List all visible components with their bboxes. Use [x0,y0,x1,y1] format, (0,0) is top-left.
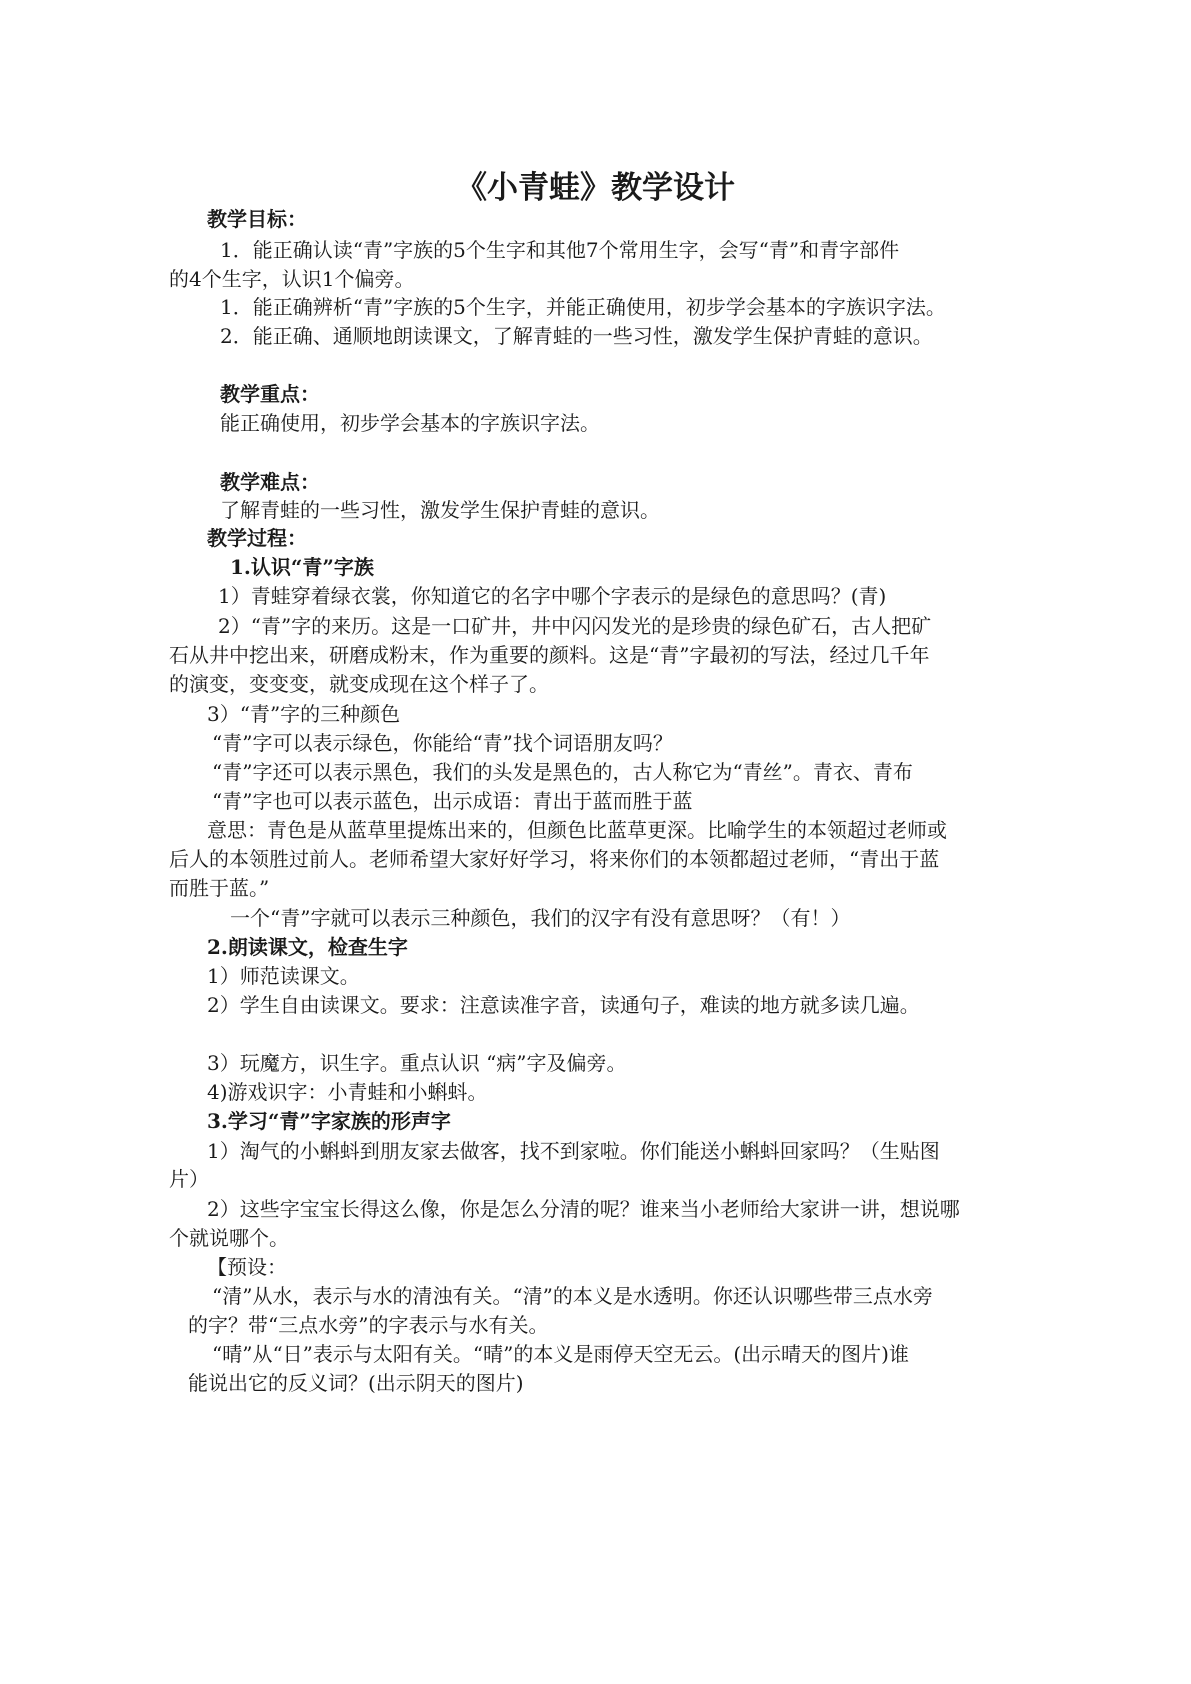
section-1-para-1: 1）青蛙穿着绿衣裳，你知道它的名字中哪个字表示的是绿色的意思吗？(青) [218,584,887,608]
key-point-heading: 教学重点： [220,382,320,406]
section-1-para-2-line-2: 石从井中挖出来，研磨成粉末，作为重要的颜料。这是“青”字最初的写法，经过几千年 [169,643,930,667]
section-1-heading: 1.认识“青”字族 [230,555,374,579]
meaning-line-2: 后人的本领胜过前人。老师希望大家好好学习，将来你们的本领都超过老师，“青出于蓝 [169,847,940,871]
section-3-para-1-line-2: 片） [169,1167,209,1191]
key-point-text: 能正确使用，初步学会基本的字族识字法。 [220,411,600,435]
goals-heading: 教学目标： [207,207,307,231]
section-3-para-2-line-1: 2）这些字宝宝长得这么像，你是怎么分清的呢？谁来当小老师给大家讲一讲，想说哪 [207,1197,960,1221]
section-1-para-3: 3）“青”字的三种颜色 [207,702,401,726]
process-heading: 教学过程： [207,526,307,550]
meaning-line-1: 意思：青色是从蓝草里提炼出来的，但颜色比蓝草更深。比喻学生的本领超过老师或 [207,818,947,842]
difficulty-heading: 教学难点： [220,470,320,494]
section-3-heading: 3.学习“青”字家族的形声字 [207,1109,451,1133]
section-1-closing: 一个“青”字就可以表示三种颜色，我们的汉字有没有意思呀？（有！） [230,906,851,930]
sunny-line-2: 能说出它的反义词？(出示阴天的图片) [188,1371,524,1395]
section-1-para-2-line-3: 的演变，变变变，就变成现在这个样子了。 [169,672,549,696]
section-2-heading: 2.朗读课文，检查生字 [207,935,408,959]
section-2-para-2: 2）学生自由读课文。要求：注意读准字音，读通句子，难读的地方就多读几遍。 [207,993,920,1017]
goal-1-line-2: 的4个生字，认识1个偏旁。 [169,267,415,291]
section-2-para-1: 1）师范读课文。 [207,964,360,988]
goal-2: 1．能正确辨析“青”字族的5个生字，并能正确使用，初步学会基本的字族识字法。 [220,295,946,319]
section-2-para-3: 3）玩魔方，识生字。重点认识 “病”字及偏旁。 [207,1051,627,1075]
section-3-para-1-line-1: 1）淘气的小蝌蚪到朋友家去做客，找不到家啦。你们能送小蝌蚪回家吗？（生贴图 [207,1139,940,1163]
difficulty-text: 了解青蛙的一些习性，激发学生保护青蛙的意识。 [220,498,660,522]
meaning-line-3: 而胜于蓝。” [169,876,270,900]
color-black: “青”字还可以表示黑色，我们的头发是黑色的，古人称它为“青丝”。青衣、青布 [212,760,913,784]
goal-1-line-1: 1．能正确认读“青”字族的5个生字和其他7个常用生字，会写“青”和青字部件 [220,238,900,262]
qing-line-2: 的字？带“三点水旁”的字表示与水有关。 [188,1313,549,1337]
color-blue: “青”字也可以表示蓝色，出示成语：青出于蓝而胜于蓝 [212,789,693,813]
goal-3: 2．能正确、通顺地朗读课文，了解青蛙的一些习性，激发学生保护青蛙的意识。 [220,324,933,348]
qing-line-1: “清”从水，表示与水的清浊有关。“清”的本义是水透明。你还认识哪些带三点水旁 [212,1284,933,1308]
preset-label: 【预设： [207,1255,287,1279]
section-3-para-2-line-2: 个就说哪个。 [169,1226,289,1250]
color-green: “青”字可以表示绿色，你能给“青”找个词语朋友吗？ [212,731,673,755]
section-1-para-2-line-1: 2）“青”字的来历。这是一口矿井，井中闪闪发光的是珍贵的绿色矿石，古人把矿 [218,614,932,638]
section-2-para-4: 4)游戏识字：小青蛙和小蝌蚪。 [207,1080,488,1104]
sunny-line-1: “晴”从“日”表示与太阳有关。“晴”的本义是雨停天空无云。(出示晴天的图片)谁 [212,1342,909,1366]
document-title: 《小青蛙》教学设计 [456,170,735,206]
